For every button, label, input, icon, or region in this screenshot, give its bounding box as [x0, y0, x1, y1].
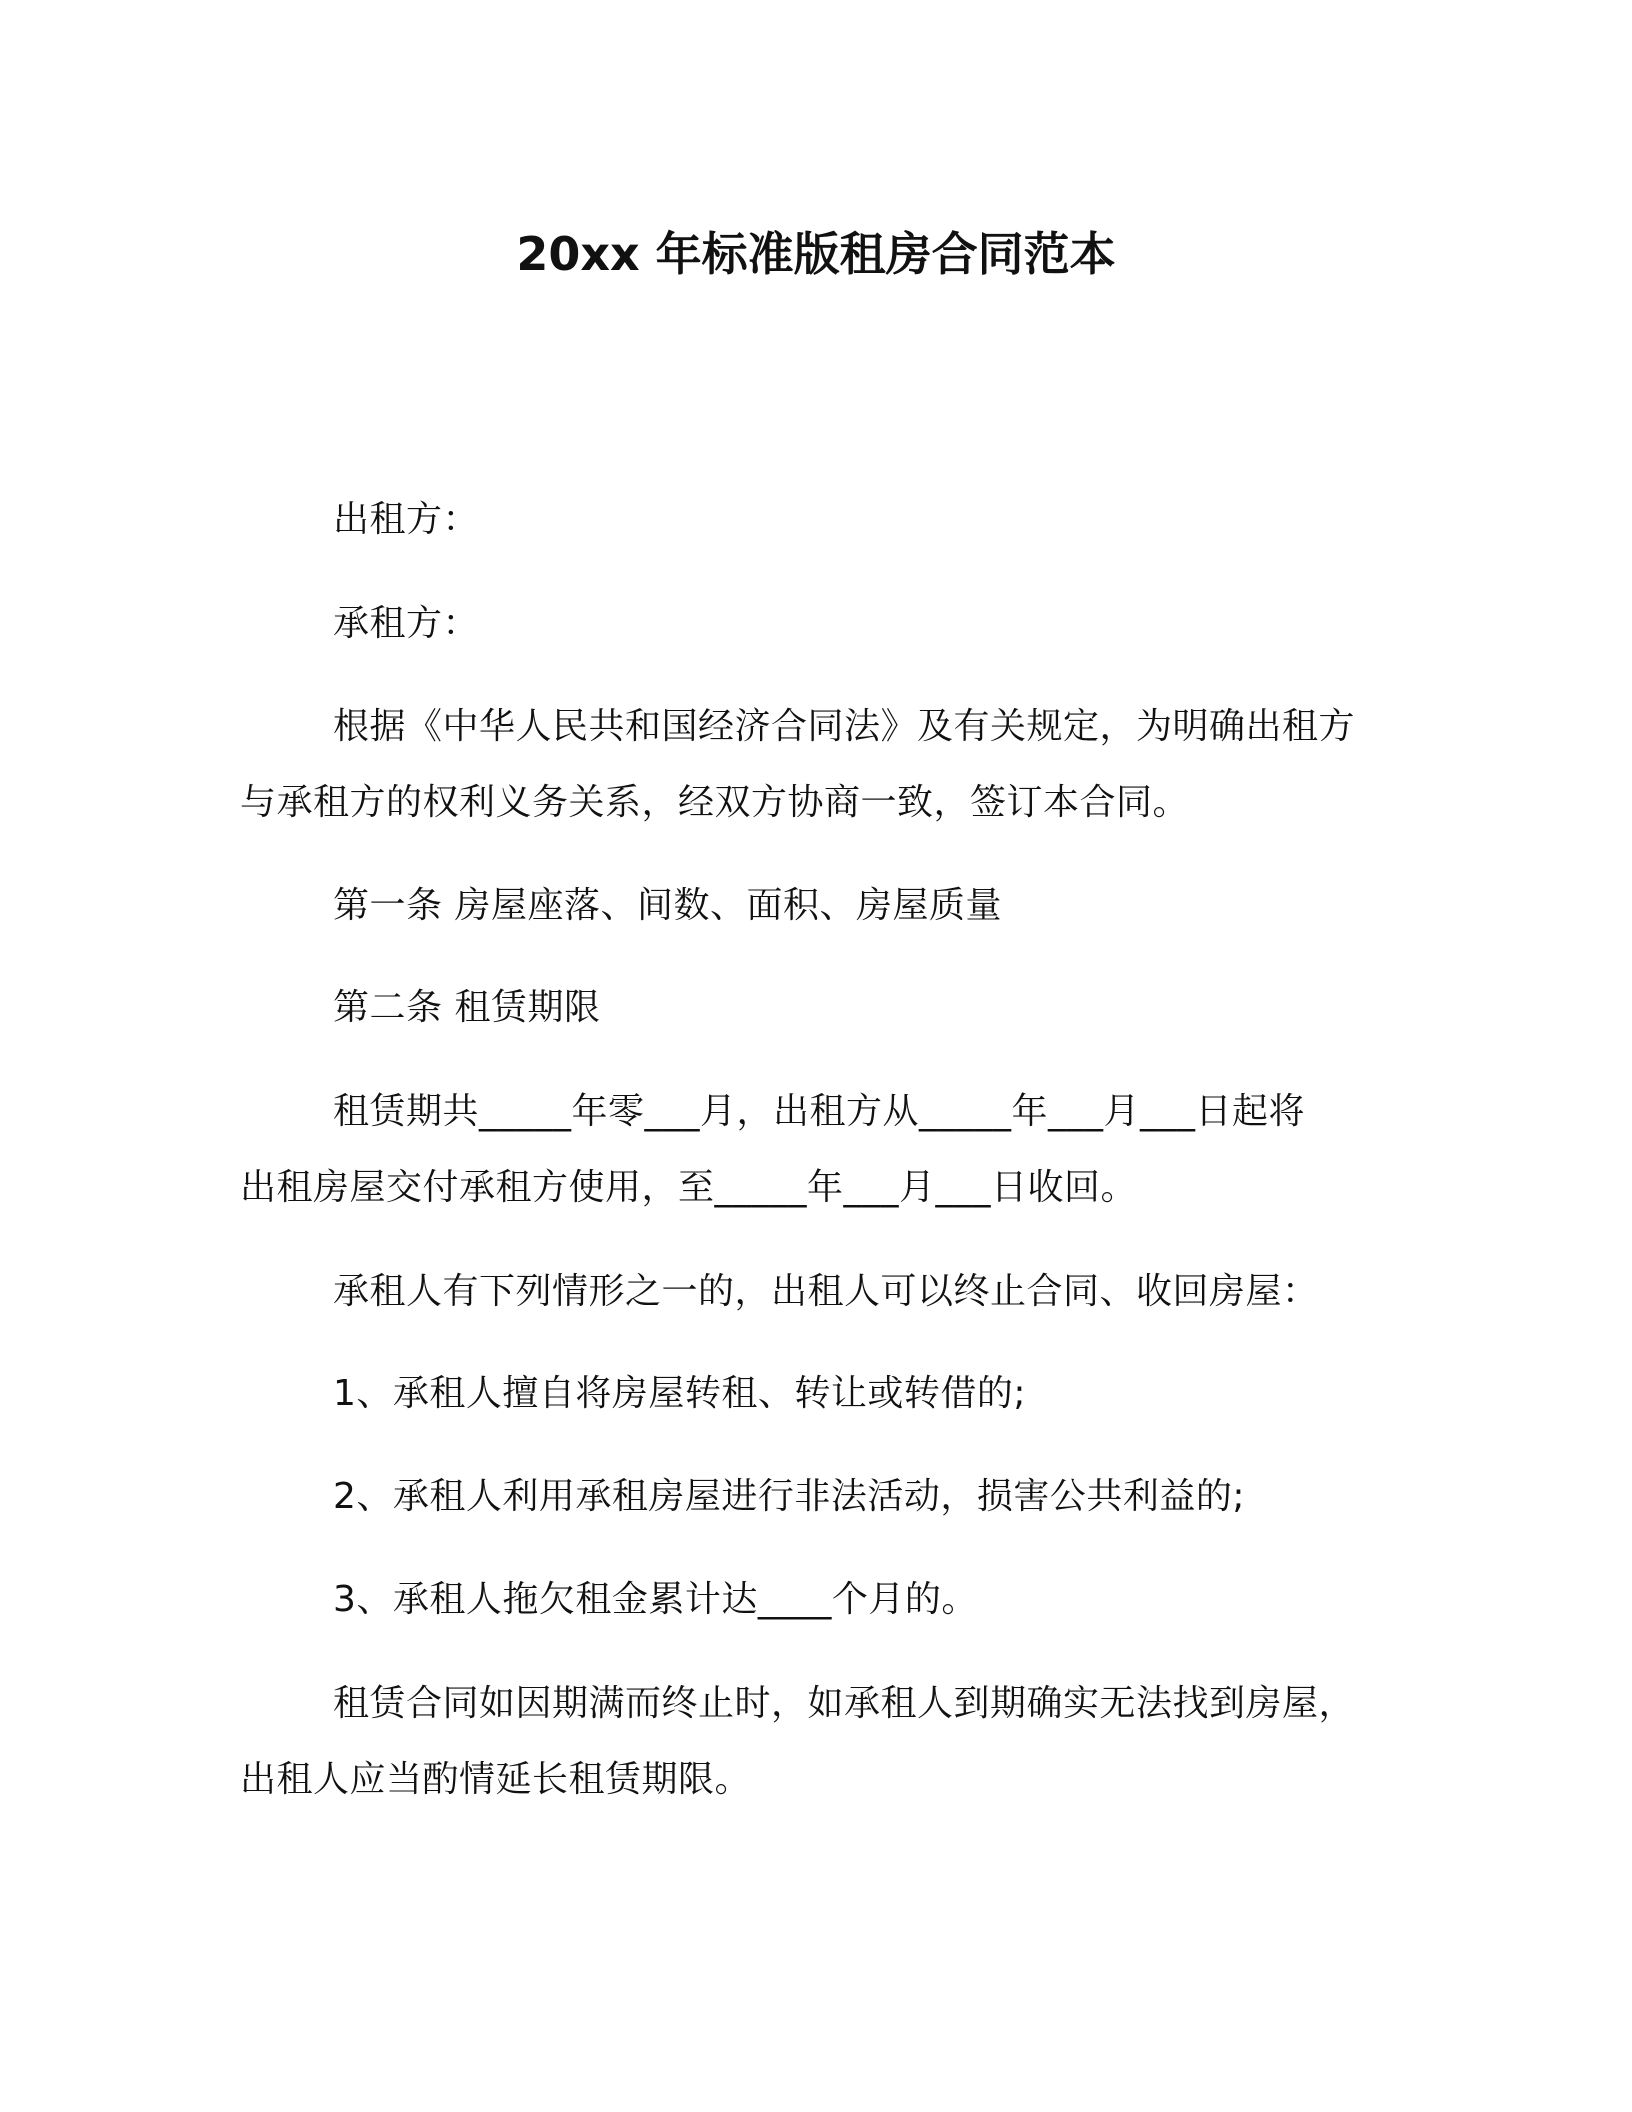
lessor-label: 出租方： [333, 499, 480, 540]
lease-term-line-2: 出租房屋交付承租方使用，至_____年___月___日收回。 [240, 1167, 1138, 1208]
list-item: 1、承租人擅自将房屋转租、转让或转借的; [333, 1373, 1027, 1414]
lease-term-line-1: 租赁期共_____年零___月，出租方从_____年___月___日起将 [333, 1091, 1306, 1132]
document-title: 20xx 年标准版租房合同范本 [516, 227, 1116, 281]
list-item: 3、承租人拖欠租金累计达____个月的。 [333, 1579, 978, 1620]
expiry-line-1: 租赁合同如因期满而终止时，如承租人到期确实无法找到房屋， [333, 1683, 1356, 1724]
article-1-heading: 第一条 房屋座落、间数、面积、房屋质量 [333, 885, 1002, 926]
article-2-heading: 第二条 租赁期限 [333, 987, 601, 1028]
list-item: 2、承租人利用承租房屋进行非法活动，损害公共利益的; [333, 1476, 1246, 1517]
lessee-label: 承租方： [333, 603, 480, 644]
termination-intro: 承租人有下列情形之一的，出租人可以终止合同、收回房屋： [333, 1271, 1319, 1312]
intro-line-1: 根据《中华人民共和国经济合同法》及有关规定，为明确出租方 [333, 706, 1356, 747]
intro-line-2: 与承租方的权利义务关系，经双方协商一致，签订本合同。 [240, 782, 1190, 823]
expiry-line-2: 出租人应当酌情延长租赁期限。 [240, 1759, 752, 1800]
